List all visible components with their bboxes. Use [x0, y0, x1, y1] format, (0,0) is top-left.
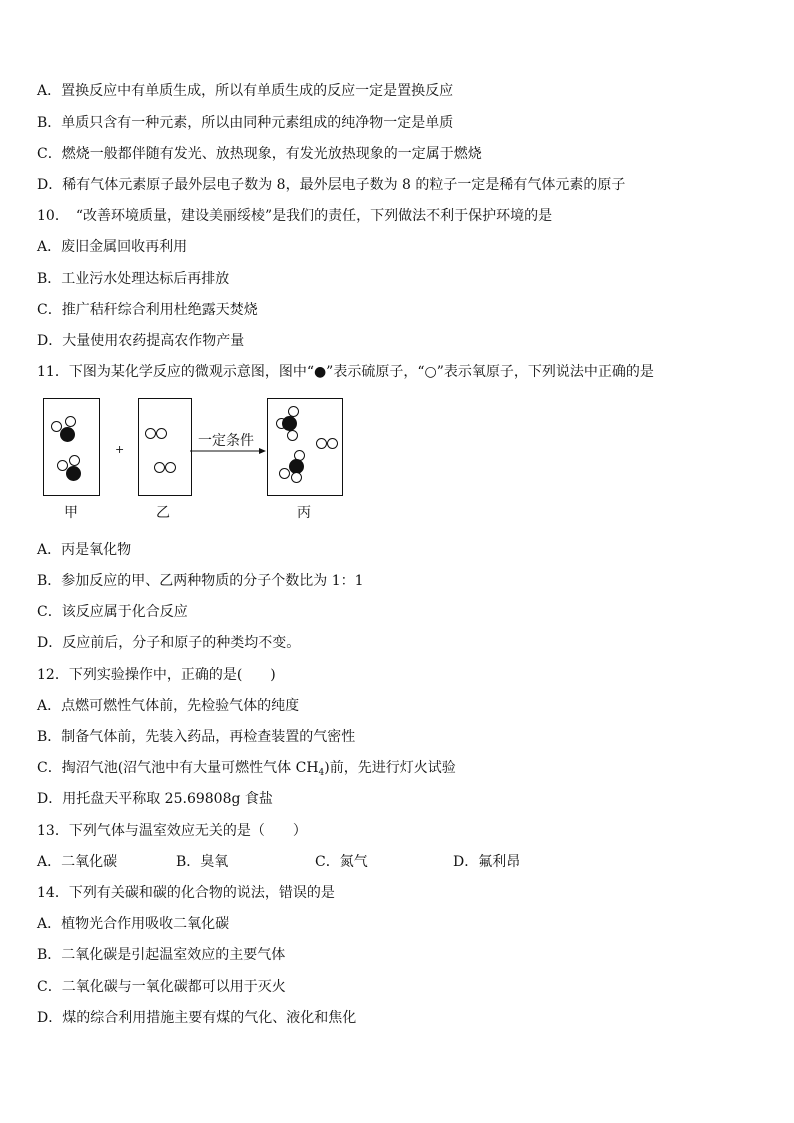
sulfur-atom	[66, 466, 81, 481]
q13-option-c: C．氮气	[315, 854, 368, 870]
q12-option-c-text: C．掏沼气池(沼气池中有大量可燃性气体 CH	[37, 760, 319, 776]
q14-option-c: C．二氧化碳与一氧化碳都可以用于灭火	[37, 979, 286, 995]
q11-option-b: B．参加反应的甲、乙两种物质的分子个数比为 1：1	[37, 573, 364, 589]
label-bing: 丙	[297, 505, 311, 521]
q13-option-b: B．臭氧	[176, 854, 229, 870]
oxygen-atom	[165, 462, 176, 473]
q10-option-a: A．废旧金属回收再利用	[37, 239, 188, 255]
oxygen-atom	[154, 462, 165, 473]
reaction-condition: 一定条件	[198, 433, 254, 449]
oxygen-atom	[287, 430, 298, 441]
q11-option-c: C．该反应属于化合反应	[37, 604, 188, 620]
q11-stem: 11．下图为某化学反应的微观示意图，图中“●”表示硫原子，“○”表示氧原子，下列说法中正确的是	[37, 364, 654, 380]
q10-option-c: C．推广秸秆综合利用杜绝露天焚烧	[37, 302, 258, 318]
q9-option-a: A．置换反应中有单质生成，所以有单质生成的反应一定是置换反应	[37, 83, 454, 99]
sulfur-atom	[60, 427, 75, 442]
reaction-arrow	[190, 446, 268, 456]
oxygen-atom	[65, 416, 76, 427]
q14-option-a: A．植物光合作用吸收二氧化碳	[37, 916, 230, 932]
q12-option-a: A．点燃可燃性气体前，先检验气体的纯度	[37, 698, 300, 714]
oxygen-atom	[327, 438, 338, 449]
q12-option-c-subscript: 4	[318, 768, 325, 778]
oxygen-atom	[69, 455, 80, 466]
q14-option-b: B．二氧化碳是引起温室效应的主要气体	[37, 947, 286, 963]
oxygen-atom	[291, 472, 302, 483]
q9-option-b: B．单质只含有一种元素，所以由同种元素组成的纯净物一定是单质	[37, 115, 454, 131]
q13-option-a: A．二氧化碳	[37, 854, 118, 870]
q14-option-d: D．煤的综合利用措施主要有煤的气化、液化和焦化	[37, 1010, 357, 1026]
q12-option-b: B．制备气体前，先装入药品，再检查装置的气密性	[37, 729, 356, 745]
oxygen-atom	[279, 468, 290, 479]
q10-stem: 10． “改善环境质量，建设美丽绥棱”是我们的责任，下列做法不利于保护环境的是	[37, 208, 553, 224]
q12-stem: 12．下列实验操作中，正确的是( )	[37, 667, 276, 683]
oxygen-atom	[316, 438, 327, 449]
oxygen-atom	[156, 428, 167, 439]
q11-option-a: A．丙是氧化物	[37, 542, 132, 558]
label-jia: 甲	[64, 505, 78, 521]
q9-option-d: D．稀有气体元素原子最外层电子数为 8，最外层电子数为 8 的粒子一定是稀有气体元素的原子	[37, 177, 626, 193]
q12-option-c	[37, 759, 456, 782]
label-yi: 乙	[156, 505, 170, 521]
q12-option-c-tail: )前，先进行灯火试验	[324, 760, 456, 776]
q9-option-c: C．燃烧一般都伴随有发光、放热现象，有发光放热现象的一定属于燃烧	[37, 146, 482, 162]
q13-stem: 13．下列气体与温室效应无关的是（ ）	[37, 823, 307, 839]
q10-option-d: D．大量使用农药提高农作物产量	[37, 333, 245, 349]
q11-option-d: D．反应前后，分子和原子的种类均不变。	[37, 635, 301, 651]
q10-option-b: B．工业污水处理达标后再排放	[37, 271, 230, 287]
box-reactant-a	[43, 398, 100, 496]
box-reactant-b	[138, 398, 192, 496]
plus-sign: +	[115, 443, 125, 456]
oxygen-atom	[145, 428, 156, 439]
q12-option-d: D．用托盘天平称取 25.69808g 食盐	[37, 791, 273, 807]
q14-stem: 14．下列有关碳和碳的化合物的说法，错误的是	[37, 885, 335, 901]
sulfur-atom	[282, 416, 297, 431]
q13-option-d: D．氟利昂	[453, 854, 521, 870]
